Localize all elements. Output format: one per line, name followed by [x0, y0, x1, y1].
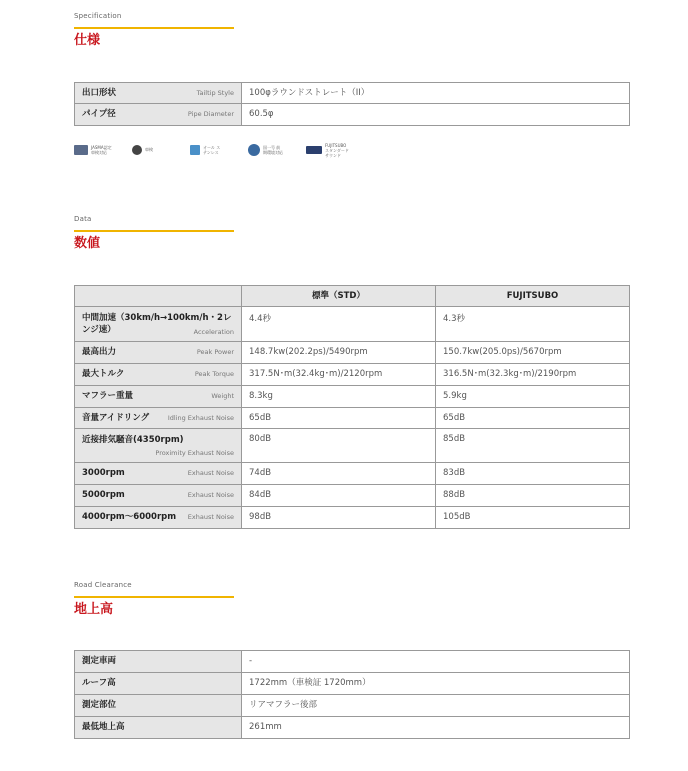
data-row-std: 317.5N･m(32.4kg･m)/2120rpm — [242, 364, 436, 386]
data-row — [75, 307, 630, 342]
clearance-row-label: ルーフ高 — [75, 673, 242, 695]
data-header-row — [75, 286, 630, 307]
data-row-label: マフラー重量 Weight — [75, 386, 242, 408]
spec-row-label: 出口形状 Tailtip Style — [75, 83, 242, 104]
standard-sound-badge-icon: FUJITSUBO スタンダード サウンド — [306, 143, 351, 157]
data-row-std: 65dB — [242, 408, 436, 429]
clearance-row — [75, 717, 630, 739]
clearance-title: 地上高 — [74, 602, 114, 617]
jasma-badge-icon: JASMA認定 車検対応 — [74, 143, 115, 157]
clearance-row-label: 測定部位 — [75, 695, 242, 717]
data-row-fujitsubo: 88dB — [436, 485, 630, 507]
spec-section — [74, 12, 630, 48]
data-row — [75, 386, 630, 408]
data-row — [75, 408, 630, 429]
data-row-fujitsubo: 150.7kw(205.0ps)/5670rpm — [436, 342, 630, 364]
clearance-section — [74, 581, 630, 617]
spec-title: 仕様 — [74, 33, 101, 48]
spec-row-value: 60.5φ — [242, 104, 630, 126]
data-row — [75, 507, 630, 529]
data-row — [75, 485, 630, 507]
clearance-title-rule — [74, 596, 234, 598]
data-row-std: 4.4秒 — [242, 307, 436, 342]
inspection-badge-icon: 車検 — [132, 143, 153, 157]
data-row — [75, 364, 630, 386]
data-row-fujitsubo: 5.9kg — [436, 386, 630, 408]
data-title: 数値 — [74, 236, 101, 251]
clearance-eyebrow: Road Clearance — [74, 581, 132, 589]
spec-title-rule — [74, 27, 234, 29]
data-header-std: 標準（STD） — [242, 286, 436, 307]
data-row-std: 84dB — [242, 485, 436, 507]
data-row-fujitsubo: 4.3秒 — [436, 307, 630, 342]
spec-eyebrow: Specification — [74, 12, 122, 20]
spec-table-wrap — [74, 82, 630, 126]
data-row-fujitsubo: 105dB — [436, 507, 630, 529]
clearance-table-wrap — [74, 650, 630, 739]
spec-row — [75, 104, 630, 126]
spec-row — [75, 83, 630, 104]
data-row-fujitsubo: 316.5N･m(32.3kg･m)/2190rpm — [436, 364, 630, 386]
data-row-label: 中間加速（30km/h→100km/h・2レンジ速） Acceleration — [75, 307, 242, 342]
clearance-row-label: 最低地上高 — [75, 717, 242, 739]
clearance-row — [75, 695, 630, 717]
environment-badge-icon: 国一号 前期環境対応 — [248, 143, 283, 157]
data-row-fujitsubo: 83dB — [436, 463, 630, 485]
stainless-badge-icon: オール ステンレス — [190, 143, 221, 157]
clearance-row-value: - — [242, 651, 630, 673]
data-row-fujitsubo: 65dB — [436, 408, 630, 429]
data-header-blank — [75, 286, 242, 307]
spec-table — [74, 82, 630, 126]
data-eyebrow: Data — [74, 215, 92, 223]
data-row-label: 最高出力 Peak Power — [75, 342, 242, 364]
data-row-label: 近接排気騒音(4350rpm) Proximity Exhaust Noise — [75, 429, 242, 463]
data-table — [74, 285, 630, 529]
data-row-std: 8.3kg — [242, 386, 436, 408]
data-row-std: 148.7kw(202.2ps)/5490rpm — [242, 342, 436, 364]
data-header-fujitsubo: FUJITSUBO — [436, 286, 630, 307]
data-row — [75, 342, 630, 364]
clearance-table — [74, 650, 630, 739]
clearance-row-label: 測定車両 — [75, 651, 242, 673]
spec-row-label: パイプ径 Pipe Diameter — [75, 104, 242, 126]
clearance-row-value: 1722mm（車検証 1720mm） — [242, 673, 630, 695]
feature-badges — [74, 143, 374, 159]
data-row — [75, 429, 630, 463]
data-row-label: 4000rpm～6000rpm Exhaust Noise — [75, 507, 242, 529]
data-row-std: 98dB — [242, 507, 436, 529]
data-row-label: 音量アイドリング Idling Exhaust Noise — [75, 408, 242, 429]
data-row — [75, 463, 630, 485]
clearance-row-value: 261mm — [242, 717, 630, 739]
data-row-label: 最大トルク Peak Torque — [75, 364, 242, 386]
spec-row-value: 100φラウンドストレート（II） — [242, 83, 630, 104]
data-row-fujitsubo: 85dB — [436, 429, 630, 463]
data-table-wrap — [74, 285, 630, 529]
data-title-rule — [74, 230, 234, 232]
data-row-std: 74dB — [242, 463, 436, 485]
clearance-row — [75, 673, 630, 695]
clearance-row — [75, 651, 630, 673]
data-row-std: 80dB — [242, 429, 436, 463]
data-section — [74, 215, 630, 251]
data-row-label: 3000rpm Exhaust Noise — [75, 463, 242, 485]
data-row-label: 5000rpm Exhaust Noise — [75, 485, 242, 507]
clearance-row-value: リアマフラー後部 — [242, 695, 630, 717]
